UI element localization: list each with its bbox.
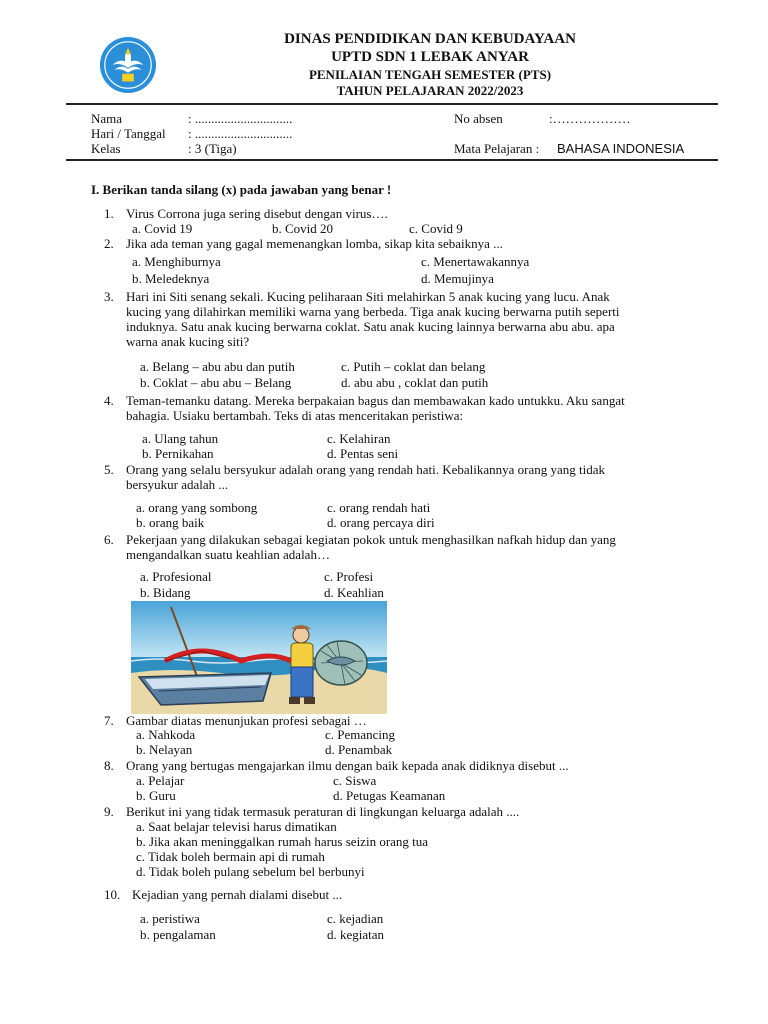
q3-number: 3. bbox=[104, 289, 114, 304]
identity-divider bbox=[66, 159, 718, 161]
q6-text-line-1: Pekerjaan yang dilakukan sebagai kegiatan pokok untuk menghasilkan nafkah hidup dan yang bbox=[126, 532, 616, 547]
q6-number: 6. bbox=[104, 532, 114, 547]
no-absen-field[interactable]: :……………… bbox=[549, 111, 631, 126]
q2-option-b[interactable]: b. Meledeknya bbox=[132, 271, 210, 286]
q4-option-a[interactable]: a. Ulang tahun bbox=[142, 431, 219, 446]
nama-field[interactable]: : .............................. bbox=[188, 111, 293, 126]
q9-text: Berikut ini yang tidak termasuk peraturan di lingkungan keluarga adalah .... bbox=[126, 804, 520, 819]
q5-option-d[interactable]: d. orang percaya diri bbox=[327, 515, 435, 530]
q3-option-b[interactable]: b. Coklat – abu abu – Belang bbox=[140, 375, 292, 390]
q3-text-line-4: warna anak kucing siti? bbox=[126, 334, 250, 349]
q5-number: 5. bbox=[104, 462, 114, 477]
q3-text-line-2: kucing yang dilahirkan memiliki warna yang berbeda. Tiga anak kucing berwarna putih seperti bbox=[126, 304, 620, 319]
q3-text-line-3: induknya. Satu anak kucing berwarna coklat. Satu anak kucing lainnya berwarna abu abu. apa bbox=[126, 319, 615, 334]
exam-title: PENILAIAN TENGAH SEMESTER (PTS) bbox=[308, 67, 552, 82]
q3-option-c[interactable]: c. Putih – coklat dan belang bbox=[341, 359, 486, 374]
academic-year: TAHUN PELAJARAN 2022/2023 bbox=[336, 83, 524, 98]
q8-text: Orang yang bertugas mengajarkan ilmu dengan baik kepada anak didiknya disebut ... bbox=[126, 758, 569, 773]
q7-number: 7. bbox=[104, 713, 114, 728]
section-instruction: I. Berikan tanda silang (x) pada jawaban yang benar ! bbox=[91, 182, 392, 197]
q4-text-line-1: Teman-temanku datang. Mereka berpakaian bagus dan membawakan kado untukku. Aku sangat bbox=[126, 393, 625, 408]
kelas-label: Kelas bbox=[91, 141, 121, 156]
q7-option-c[interactable]: c. Pemancing bbox=[325, 727, 396, 742]
q6-option-b[interactable]: b. Bidang bbox=[140, 585, 191, 600]
fisherman-illustration bbox=[131, 601, 387, 714]
q4-number: 4. bbox=[104, 393, 114, 408]
q10-option-a[interactable]: a. peristiwa bbox=[140, 911, 200, 926]
q5-option-a[interactable]: a. orang yang sombong bbox=[136, 500, 258, 515]
q1-text: Virus Corrona juga sering disebut dengan virus…. bbox=[126, 206, 388, 221]
q8-option-c[interactable]: c. Siswa bbox=[333, 773, 377, 788]
q4-option-c[interactable]: c. Kelahiran bbox=[327, 431, 391, 446]
q10-number: 10. bbox=[104, 887, 121, 902]
q2-option-c[interactable]: c. Menertawakannya bbox=[421, 254, 530, 269]
q9-option-d[interactable]: d. Tidak boleh pulang sebelum bel berbunyi bbox=[136, 864, 365, 879]
q8-number: 8. bbox=[104, 758, 114, 773]
kelas-value: : 3 (Tiga) bbox=[188, 141, 237, 156]
q1-option-c[interactable]: c. Covid 9 bbox=[409, 221, 463, 236]
q2-option-d[interactable]: d. Memujinya bbox=[421, 271, 494, 286]
q2-option-a[interactable]: a. Menghiburnya bbox=[132, 254, 221, 269]
mata-pelajaran-value: BAHASA INDONESIA bbox=[557, 141, 685, 156]
q4-option-d[interactable]: d. Pentas seni bbox=[327, 446, 399, 461]
q5-option-b[interactable]: b. orang baik bbox=[136, 515, 205, 530]
q7-option-d[interactable]: d. Penambak bbox=[325, 742, 393, 757]
q5-option-c[interactable]: c. orang rendah hati bbox=[327, 500, 431, 515]
q8-option-a[interactable]: a. Pelajar bbox=[136, 773, 185, 788]
q6-option-c[interactable]: c. Profesi bbox=[324, 569, 374, 584]
q5-text-line-1: Orang yang selalu bersyukur adalah orang yang rendah hati. Kebalikannya orang yang tidak bbox=[126, 462, 606, 477]
q7-text: Gambar diatas menunjukan profesi sebagai … bbox=[126, 713, 367, 728]
q10-option-d[interactable]: d. kegiatan bbox=[327, 927, 385, 942]
hari-tanggal-label: Hari / Tanggal bbox=[91, 126, 166, 141]
nama-label: Nama bbox=[91, 111, 123, 126]
q7-option-b[interactable]: b. Nelayan bbox=[136, 742, 193, 757]
q7-option-a[interactable]: a. Nahkoda bbox=[136, 727, 196, 742]
q5-text-line-2: bersyukur adalah ... bbox=[126, 477, 229, 492]
q8-option-b[interactable]: b. Guru bbox=[136, 788, 176, 803]
school-name: UPTD SDN 1 LEBAK ANYAR bbox=[331, 49, 529, 65]
q6-option-a[interactable]: a. Profesional bbox=[140, 569, 212, 584]
hari-tanggal-field[interactable]: : .............................. bbox=[188, 126, 293, 141]
q1-option-a[interactable]: a. Covid 19 bbox=[132, 221, 193, 236]
q3-option-a[interactable]: a. Belang – abu abu dan putih bbox=[140, 359, 295, 374]
q1-option-b[interactable]: b. Covid 20 bbox=[272, 221, 334, 236]
q3-text-line-1: Hari ini Siti senang sekali. Kucing peliharaan Siti melahirkan 5 anak kucing yang lucu. Anak bbox=[126, 289, 610, 304]
q2-number: 2. bbox=[104, 236, 114, 251]
q4-option-b[interactable]: b. Pernikahan bbox=[142, 446, 214, 461]
q2-text: Jika ada teman yang gagal memenangkan lomba, sikap kita sebaiknya ... bbox=[126, 236, 503, 251]
q9-option-c[interactable]: c. Tidak boleh bermain api di rumah bbox=[136, 849, 325, 864]
q9-option-b[interactable]: b. Jika akan meninggalkan rumah harus seizin orang tua bbox=[136, 834, 429, 849]
header-divider bbox=[66, 103, 718, 105]
q10-text: Kejadian yang pernah dialami disebut ... bbox=[132, 887, 343, 902]
q6-text-line-2: mengandalkan suatu keahlian adalah… bbox=[126, 547, 330, 562]
q8-option-d[interactable]: d. Petugas Keamanan bbox=[333, 788, 446, 803]
q1-number: 1. bbox=[104, 206, 114, 221]
q9-number: 9. bbox=[104, 804, 114, 819]
q4-text-line-2: bahagia. Usiaku bertambah. Teks di atas menceritakan peristiwa: bbox=[126, 408, 464, 423]
mata-pelajaran-label: Mata Pelajaran : bbox=[454, 141, 540, 156]
agency-title: DINAS PENDIDIKAN DAN KEBUDAYAAN bbox=[284, 31, 576, 47]
q10-option-b[interactable]: b. pengalaman bbox=[140, 927, 216, 942]
no-absen-label: No absen bbox=[454, 111, 503, 126]
q3-option-d[interactable]: d. abu abu , coklat dan putih bbox=[341, 375, 489, 390]
q9-option-a[interactable]: a. Saat belajar televisi harus dimatikan bbox=[136, 819, 337, 834]
q10-option-c[interactable]: c. kejadian bbox=[327, 911, 384, 926]
q6-option-d[interactable]: d. Keahlian bbox=[324, 585, 384, 600]
